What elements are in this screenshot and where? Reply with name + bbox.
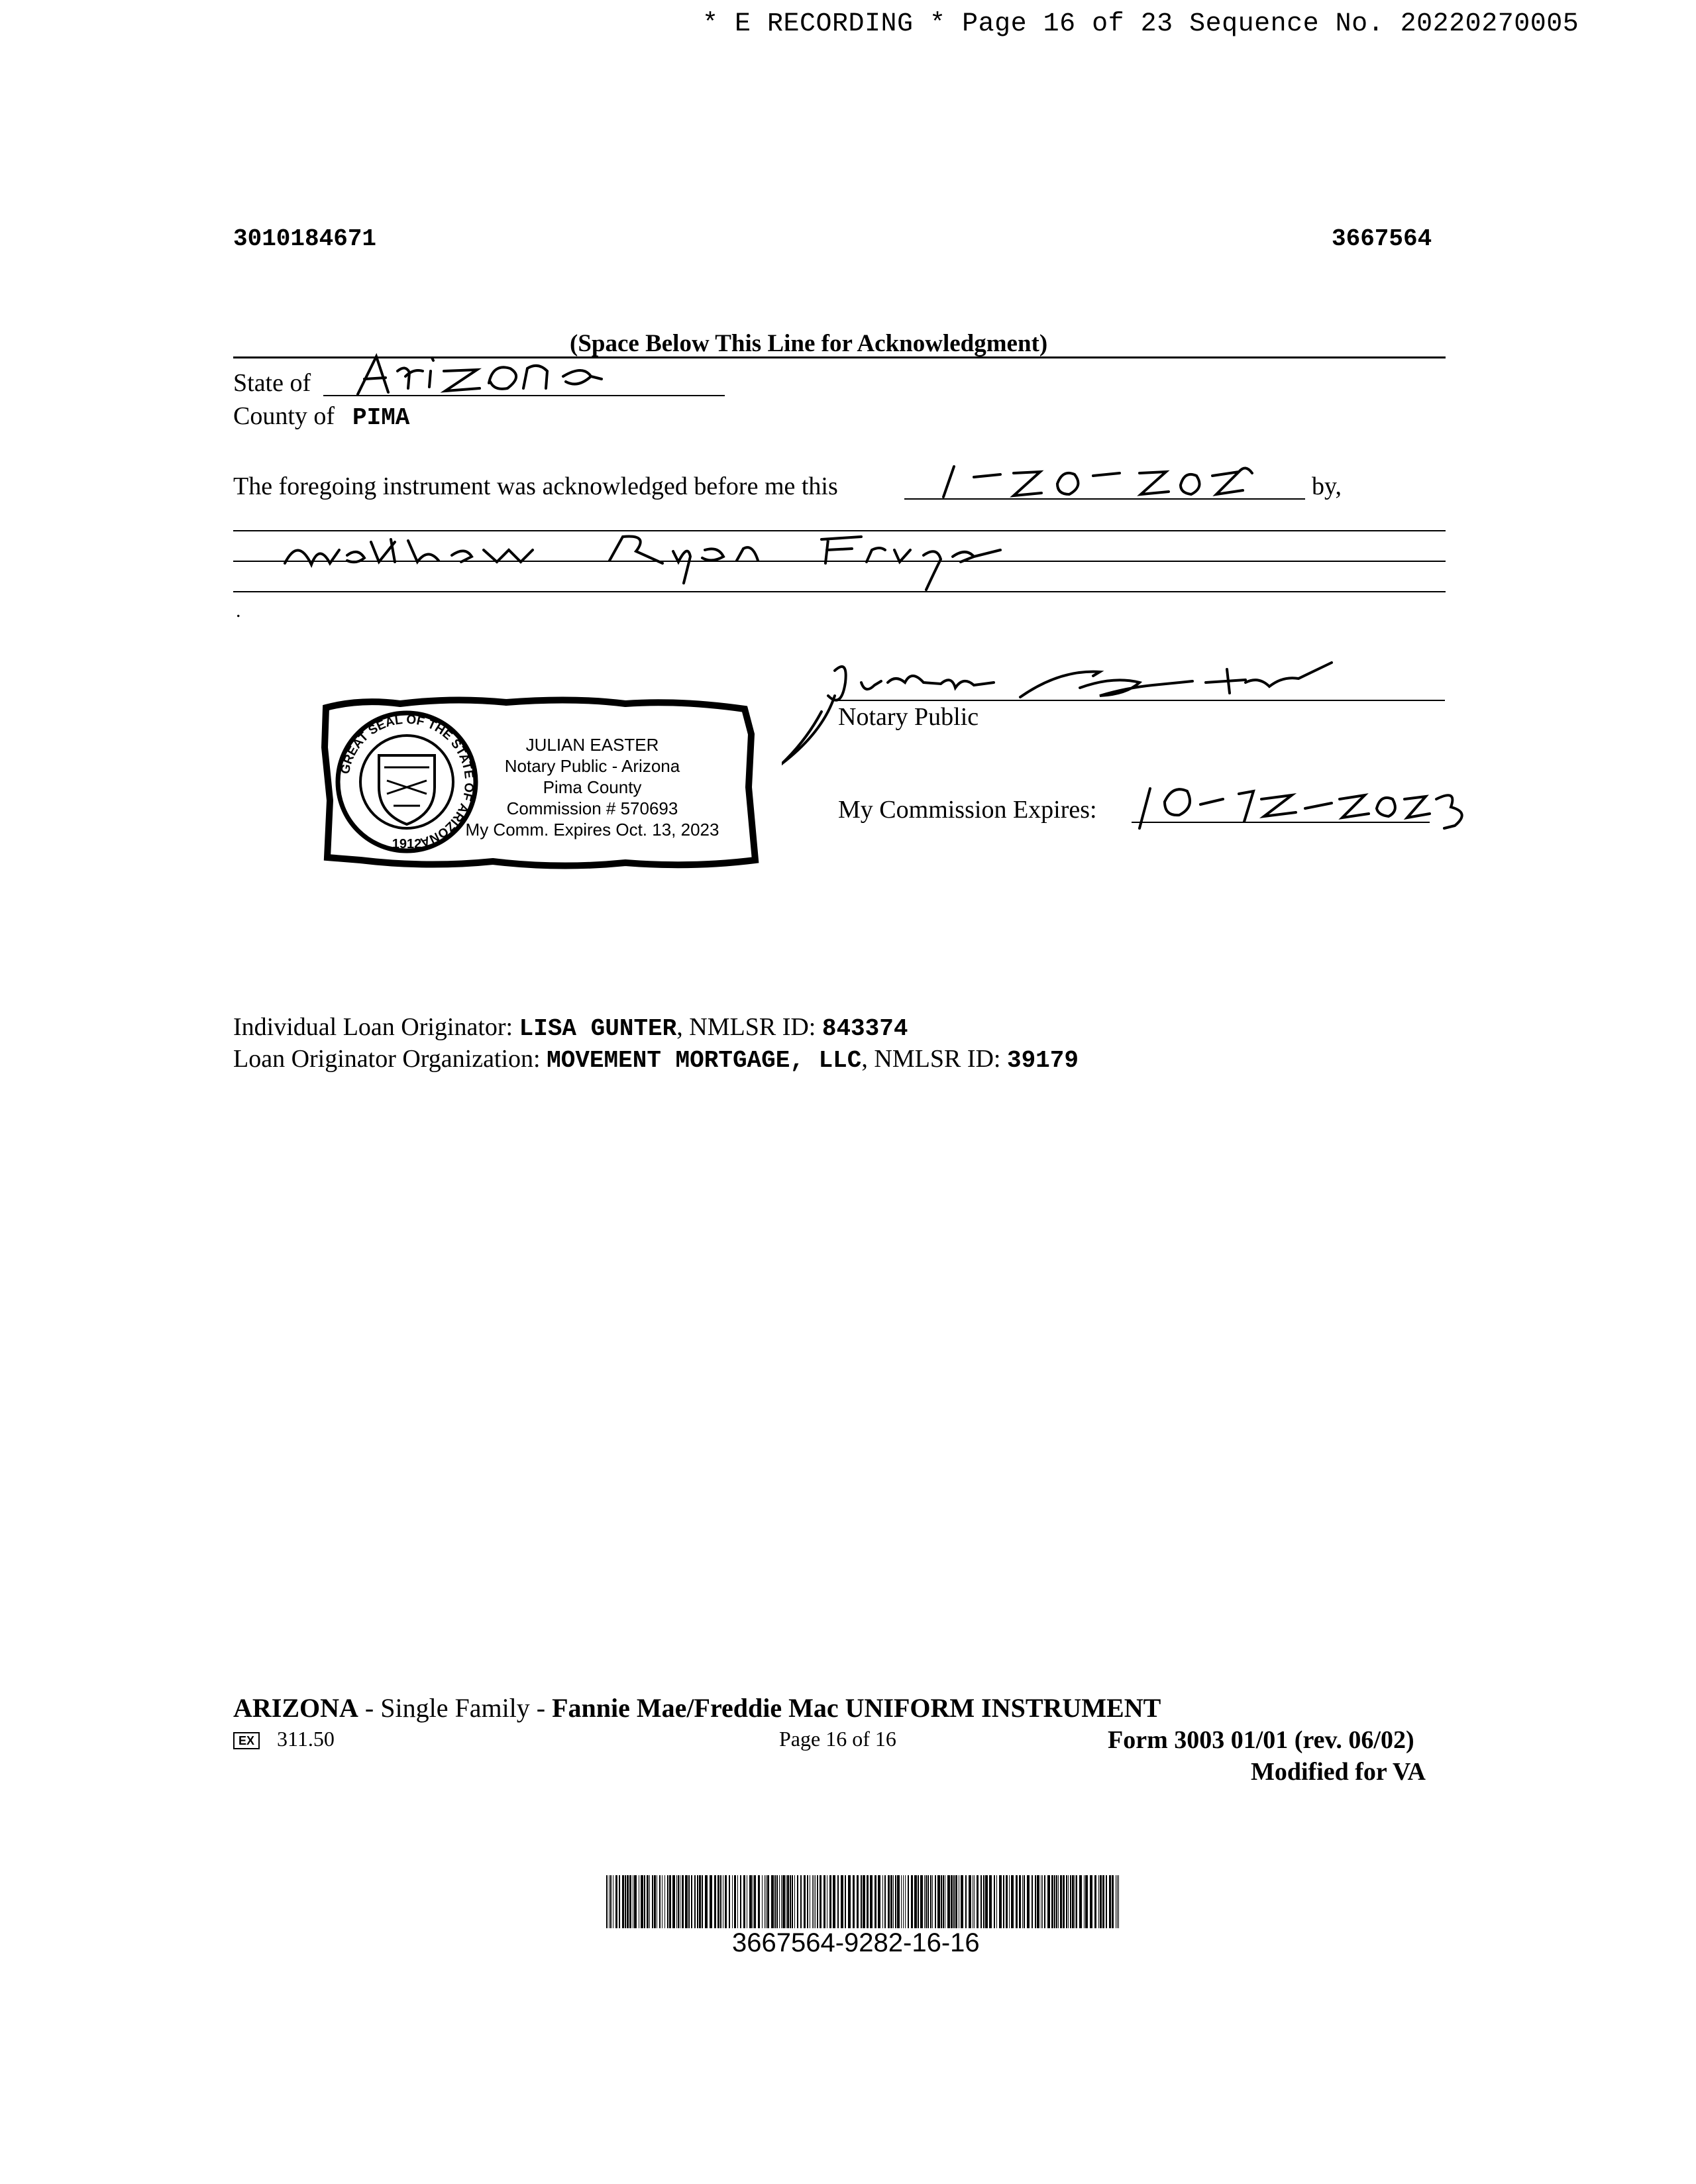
barcode-number: 3667564-9282-16-16 (732, 1928, 980, 1957)
barcode-bar (705, 1875, 708, 1928)
barcode-bar (1112, 1875, 1114, 1928)
footer-separator: - Single Family - (358, 1693, 553, 1723)
barcode-bar (702, 1875, 703, 1928)
by-label: by, (1312, 472, 1342, 500)
barcode-bar (1047, 1875, 1050, 1928)
barcode-bar (781, 1875, 782, 1928)
barcode-bar (749, 1875, 752, 1928)
barcode-bar (918, 1875, 919, 1928)
stamp-county: Pima County (543, 777, 642, 797)
footer-title (233, 1692, 1161, 1723)
barcode-bar (804, 1875, 806, 1928)
barcode-bar (672, 1875, 675, 1928)
acknowledgment-heading: (Space Below This Line for Acknowledgment) (570, 330, 1048, 357)
signer-handwriting (278, 523, 1060, 596)
footer-page-number: Page 16 of 16 (779, 1727, 896, 1751)
footer-code: 311.50 (277, 1727, 335, 1751)
barcode-bar (1044, 1875, 1045, 1928)
footer-form-number: Form 3003 01/01 (rev. 06/02) (1108, 1726, 1414, 1754)
barcode-bar (771, 1875, 774, 1928)
barcode-bar (841, 1875, 843, 1928)
barcode-bar (807, 1875, 808, 1928)
footer-modified: Modified for VA (1251, 1758, 1426, 1786)
barcode-bar (829, 1875, 831, 1928)
barcode-bar (1085, 1875, 1088, 1928)
barcode-bar (1070, 1875, 1071, 1928)
barcode-bar (980, 1875, 982, 1928)
barcode-bar (625, 1875, 626, 1928)
barcode-bar (926, 1875, 927, 1928)
barcode-bar (782, 1875, 785, 1928)
barcode-bar (863, 1875, 865, 1928)
barcode-bar (974, 1875, 975, 1928)
organization-name: MOVEMENT MORTGAGE, LLC (547, 1047, 862, 1074)
barcode-bar (1032, 1875, 1033, 1928)
barcode-bar (743, 1875, 745, 1928)
commission-handwriting (1126, 775, 1510, 842)
organization-originator-line (233, 1044, 1079, 1074)
commission-label: My Commission Expires: (838, 796, 1097, 824)
barcode-bar (812, 1875, 813, 1928)
barcode-bar (914, 1875, 917, 1928)
barcode-bar (787, 1875, 789, 1928)
barcode-bar (908, 1875, 909, 1928)
barcode-bar (800, 1875, 802, 1928)
barcode-bar (857, 1875, 859, 1928)
barcode-bar (1068, 1875, 1069, 1928)
barcode-bar (1027, 1875, 1030, 1928)
barcode-bar (776, 1875, 778, 1928)
barcode-bar (888, 1875, 890, 1928)
barcode-bar (1058, 1875, 1059, 1928)
notary-stamp (321, 694, 762, 872)
foregoing-text: The foregoing instrument was acknowledged before me this (233, 472, 838, 500)
barcode-bar (955, 1875, 957, 1928)
barcode-bar (941, 1875, 942, 1928)
barcode-bar (1022, 1875, 1023, 1928)
barcode-bar (953, 1875, 955, 1928)
barcode-bar (882, 1875, 883, 1928)
barcode-bar (647, 1875, 649, 1928)
barcode-bar (678, 1875, 679, 1928)
county-label: County of (233, 402, 335, 430)
barcode-bar (779, 1875, 780, 1928)
organization-nmlsr-id: 39179 (1006, 1047, 1079, 1074)
barcode-bar (610, 1875, 611, 1928)
barcode-bar (619, 1875, 620, 1928)
barcode-bar (1011, 1875, 1014, 1928)
barcode-bar (774, 1875, 776, 1928)
county-value: PIMA (352, 404, 410, 431)
barcode-bar (930, 1875, 931, 1928)
barcode-bar (1054, 1875, 1055, 1928)
barcode-bar (606, 1875, 608, 1928)
barcode-bar (766, 1875, 767, 1928)
barcode-bar (848, 1875, 851, 1928)
barcode-bar (947, 1875, 950, 1928)
individual-originator-label: Individual Loan Originator: (233, 1013, 513, 1041)
footer-instrument: Fannie Mae/Freddie Mac UNIFORM INSTRUMENT (552, 1693, 1161, 1723)
barcode-bar (676, 1875, 677, 1928)
barcode-bar (924, 1875, 925, 1928)
barcode-bar (893, 1875, 894, 1928)
barcode-bar (1109, 1875, 1111, 1928)
barcode-bar (815, 1875, 816, 1928)
barcode-bar (817, 1875, 818, 1928)
stamp-notary-title: Notary Public - Arizona (504, 756, 680, 776)
barcode-bar (1100, 1875, 1102, 1928)
barcode-bar (1042, 1875, 1043, 1928)
barcode-bar (697, 1875, 698, 1928)
barcode-bar (1051, 1875, 1053, 1928)
state-label: State of (233, 369, 311, 397)
barcode-bar (989, 1875, 992, 1928)
barcode-bar (682, 1875, 684, 1928)
barcode-bar (1024, 1875, 1025, 1928)
barcode-bar (837, 1875, 839, 1928)
notary-signature-line (838, 700, 1445, 701)
notary-public-label: Notary Public (838, 703, 979, 731)
barcode-bar (1098, 1875, 1099, 1928)
barcode-bar (634, 1875, 637, 1928)
barcode-bar (797, 1875, 798, 1928)
barcode-bar (943, 1875, 944, 1928)
barcode-bar (1056, 1875, 1057, 1928)
seal-year: 1912 (392, 837, 422, 851)
barcode-bar (999, 1875, 1002, 1928)
case-number: 3667564 (1332, 225, 1432, 252)
barcode-bar (669, 1875, 671, 1928)
barcode-bar (1084, 1875, 1085, 1928)
stray-dot: . (236, 600, 241, 622)
barcode-bar (694, 1875, 696, 1928)
barcode-bar (903, 1875, 904, 1928)
barcode-bar (729, 1875, 730, 1928)
barcode-bar (911, 1875, 913, 1928)
barcode-bar (1102, 1875, 1104, 1928)
stamp-commission: Commission # 570693 (506, 798, 678, 818)
barcode-bar (609, 1875, 610, 1928)
footer-state: ARIZONA (233, 1693, 358, 1723)
barcode-bar (1035, 1875, 1036, 1928)
barcode-bar (994, 1875, 995, 1928)
barcode-bar (935, 1875, 936, 1928)
barcode-bar (969, 1875, 971, 1928)
barcode-bar (845, 1875, 846, 1928)
barcode-bar (901, 1875, 902, 1928)
individual-originator-line (233, 1012, 908, 1042)
barcode-bar (1094, 1875, 1096, 1928)
barcode-bar (1090, 1875, 1092, 1928)
barcode-bar (732, 1875, 733, 1928)
barcode-bar (754, 1875, 756, 1928)
individual-nmlsr-id: 843374 (822, 1015, 908, 1042)
barcode-bar (1063, 1875, 1065, 1928)
barcode-bar (1019, 1875, 1021, 1928)
barcode-bar (833, 1875, 835, 1928)
barcode-bar (928, 1875, 929, 1928)
barcode-bar (890, 1875, 892, 1928)
barcode-bar (895, 1875, 896, 1928)
barcode-bar (867, 1875, 869, 1928)
organization-label: Loan Originator Organization: (233, 1045, 541, 1073)
barcode-bar (937, 1875, 940, 1928)
barcode-bar (725, 1875, 727, 1928)
barcode-bar (644, 1875, 645, 1928)
barcode-bar (649, 1875, 650, 1928)
barcode-bar (629, 1875, 631, 1928)
barcode-bar (659, 1875, 661, 1928)
stamp-expires: My Comm. Expires Oct. 13, 2023 (465, 820, 719, 840)
organization-nmlsr-label: , NMLSR ID: (861, 1045, 1001, 1073)
barcode-bar (820, 1875, 822, 1928)
barcode-bar (792, 1875, 793, 1928)
barcode-bar (794, 1875, 795, 1928)
barcode-bar (622, 1875, 624, 1928)
barcode-bar (961, 1875, 963, 1928)
barcode-bar (823, 1875, 825, 1928)
barcode-bar (983, 1875, 984, 1928)
barcode-bar (734, 1875, 736, 1928)
barcode-bar (1009, 1875, 1010, 1928)
barcode-bar (1066, 1875, 1067, 1928)
barcode-bar (853, 1875, 855, 1928)
barcode-bar (1117, 1875, 1118, 1928)
barcode-bar (951, 1875, 953, 1928)
barcode-bar (905, 1875, 906, 1928)
barcode-bar (737, 1875, 738, 1928)
barcode (606, 1875, 1120, 1928)
barcode-bar (1006, 1875, 1008, 1928)
barcode-bar (664, 1875, 665, 1928)
barcode-bar (720, 1875, 721, 1928)
barcode-bar (932, 1875, 933, 1928)
barcode-bar (897, 1875, 900, 1928)
barcode-bar (920, 1875, 923, 1928)
ellie-mae-logo: EX (233, 1732, 260, 1749)
barcode-bar (688, 1875, 690, 1928)
barcode-bar (1072, 1875, 1074, 1928)
barcode-bar (1060, 1875, 1062, 1928)
barcode-bar (965, 1875, 967, 1928)
barcode-bar (710, 1875, 712, 1928)
state-handwriting (344, 345, 662, 404)
barcode-bar (767, 1875, 769, 1928)
barcode-bar (685, 1875, 688, 1928)
stamp-notary-name: JULIAN EASTER (525, 735, 659, 755)
recording-header: * E RECORDING * Page 16 of 23 Sequence No. 20220270005 (702, 9, 1579, 39)
barcode-bar (1037, 1875, 1039, 1928)
barcode-bar (874, 1875, 876, 1928)
barcode-bar (699, 1875, 701, 1928)
barcode-bar (977, 1875, 979, 1928)
barcode-bar (1079, 1875, 1082, 1928)
barcode-bar (758, 1875, 760, 1928)
barcode-bar (654, 1875, 656, 1928)
seal-ring-text: GREAT SEAL OF THE STATE OF ARIZONA (338, 712, 476, 849)
barcode-bar (1118, 1875, 1119, 1928)
barcode-bar (884, 1875, 886, 1928)
barcode-bar (717, 1875, 719, 1928)
barcode-bar (870, 1875, 873, 1928)
barcode-bar (996, 1875, 997, 1928)
barcode-bar (1016, 1875, 1018, 1928)
barcode-bar (691, 1875, 692, 1928)
barcode-bar (615, 1875, 617, 1928)
barcode-bar (652, 1875, 653, 1928)
stamp-text (453, 734, 731, 840)
barcode-bar (641, 1875, 643, 1928)
barcode-bar (1106, 1875, 1107, 1928)
barcode-bar (985, 1875, 988, 1928)
barcode-bar (1076, 1875, 1077, 1928)
barcode-bar (790, 1875, 791, 1928)
barcode-bar (627, 1875, 629, 1928)
barcode-bar (667, 1875, 668, 1928)
date-handwriting (928, 457, 1298, 504)
barcode-bar (878, 1875, 880, 1928)
loan-number: 3010184671 (233, 225, 377, 252)
individual-originator-name: LISA GUNTER (519, 1015, 677, 1042)
barcode-bar (1003, 1875, 1004, 1928)
barcode-bar (762, 1875, 763, 1928)
barcode-bar (714, 1875, 716, 1928)
barcode-bar (740, 1875, 741, 1928)
individual-nmlsr-label: , NMLSR ID: (676, 1013, 816, 1041)
barcode-bar (861, 1875, 862, 1928)
